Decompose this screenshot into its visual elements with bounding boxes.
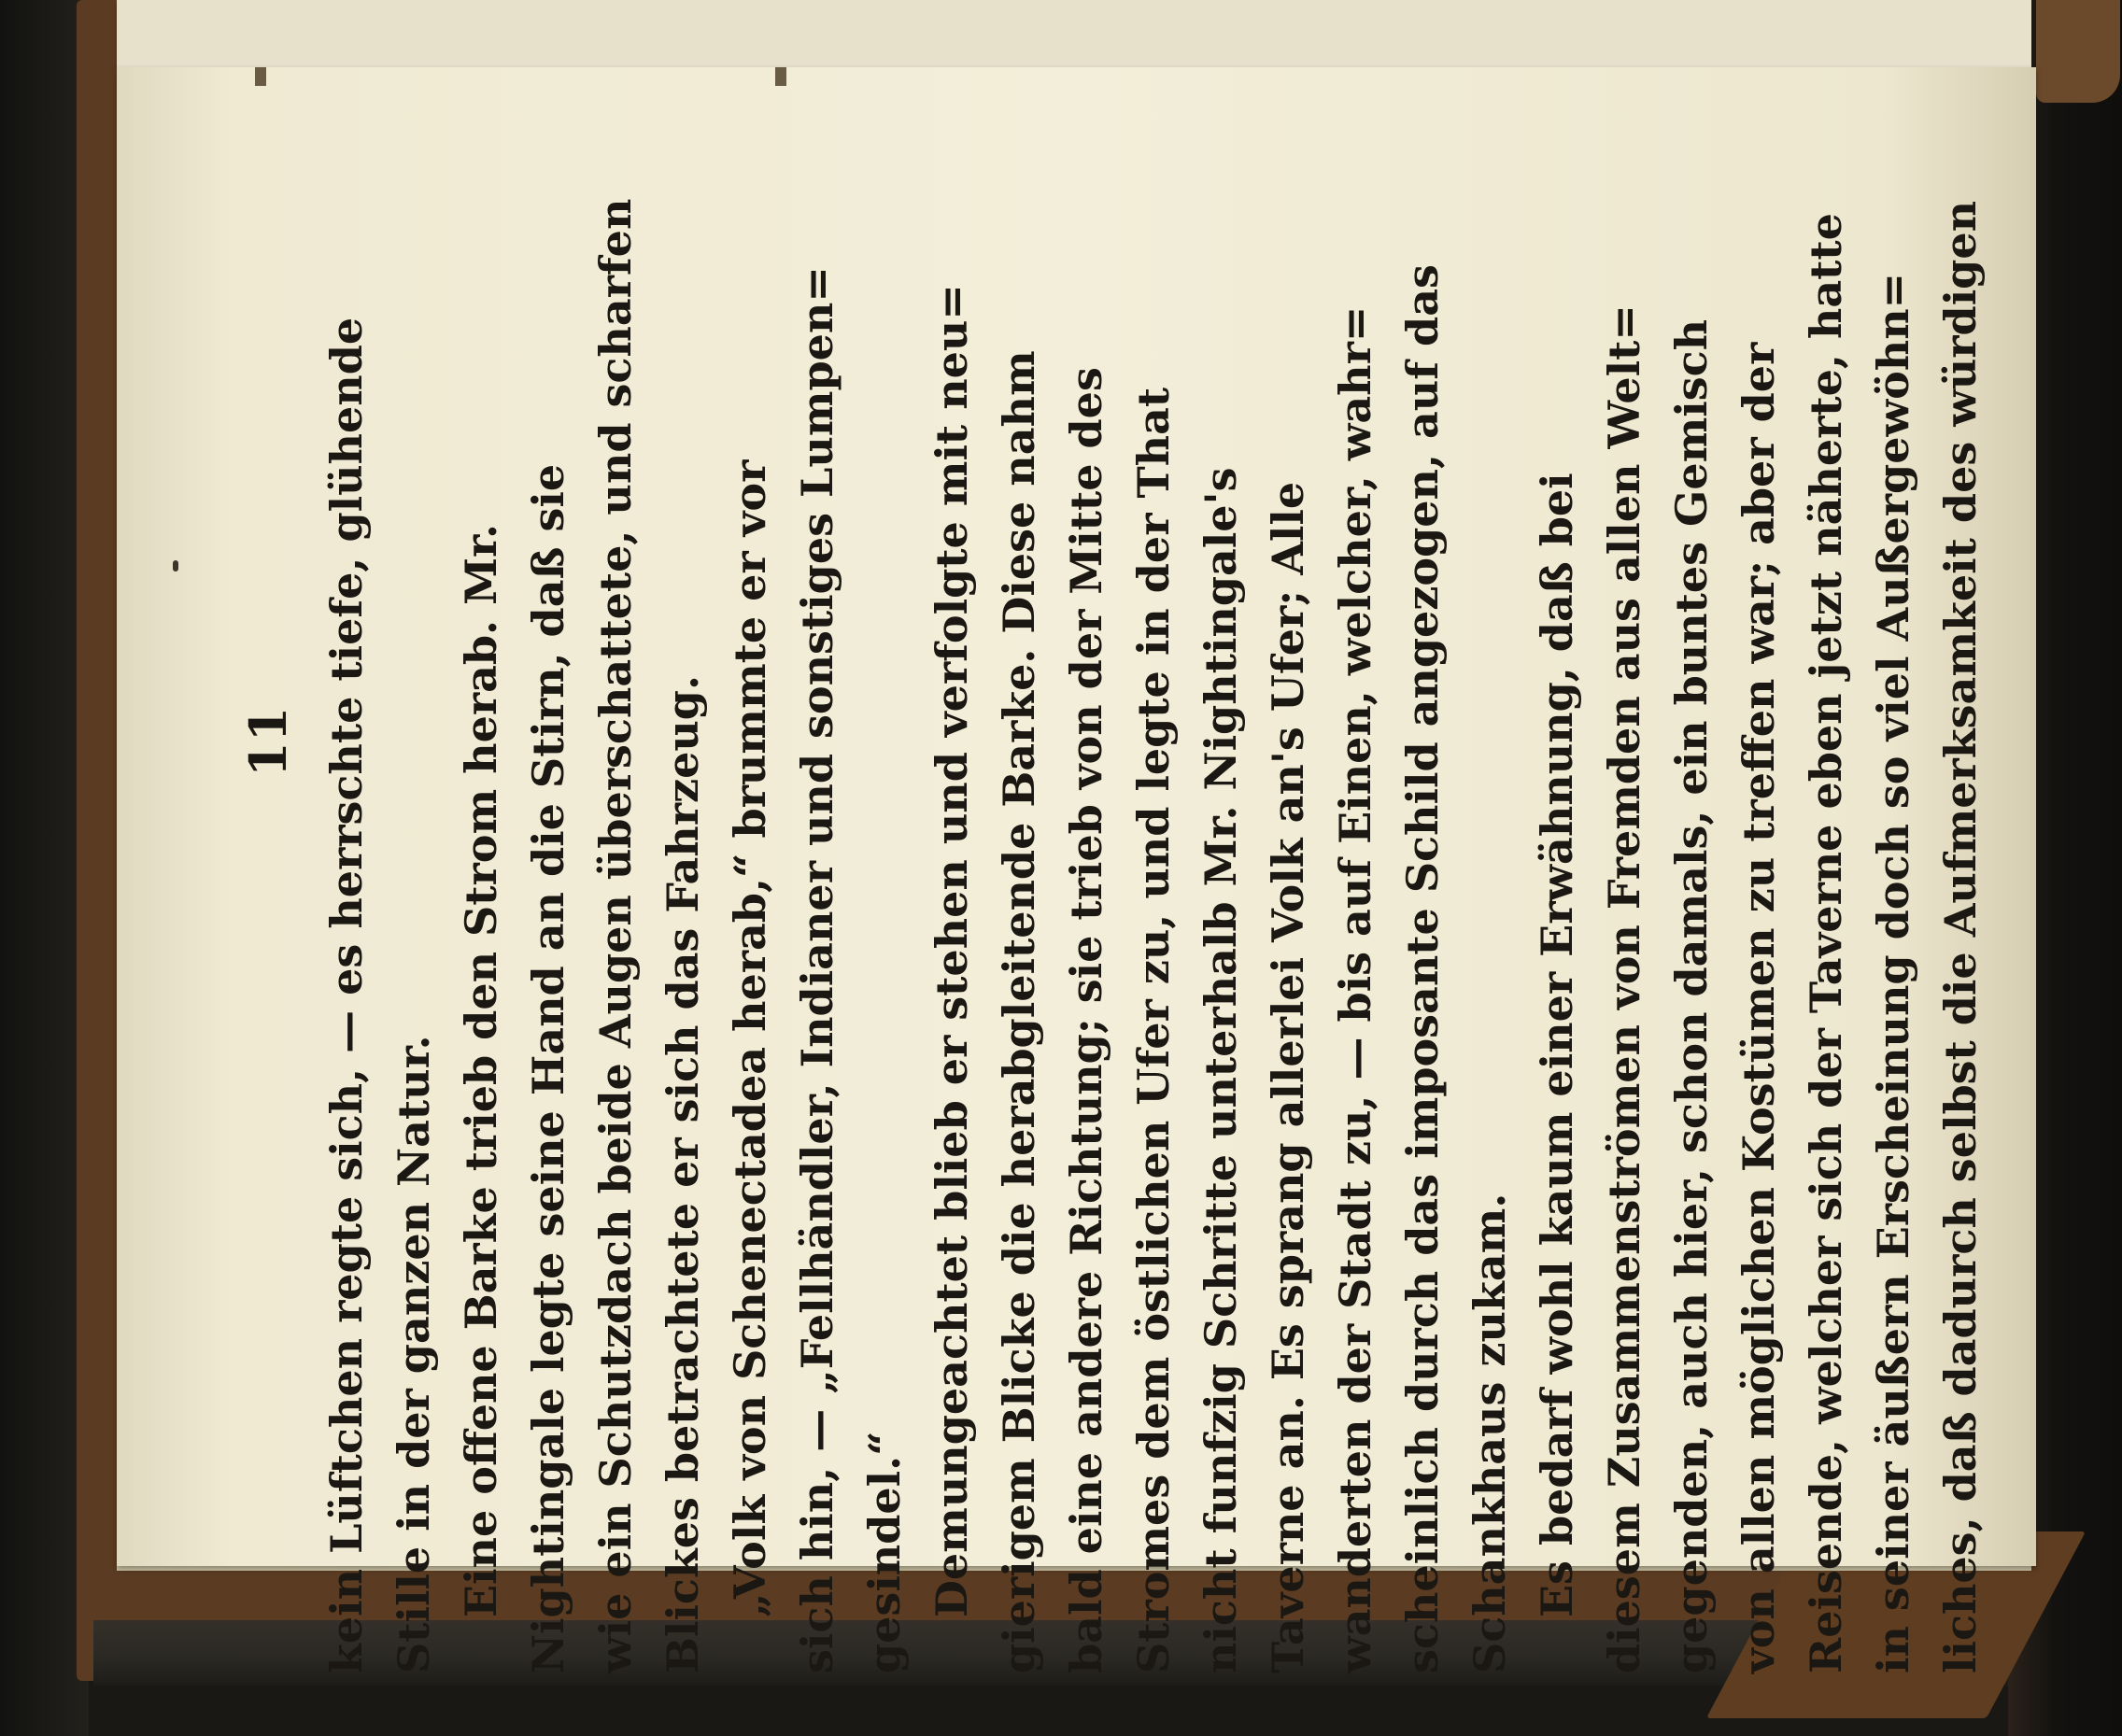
page-mark (775, 67, 786, 86)
text-line: gegenden, auch hier, schon damals, ein buntes Gemisch (1666, 318, 1717, 1673)
page-mark (255, 67, 266, 86)
ink-speck (173, 560, 178, 572)
text-line: Taverne an. Es sprang allerlei Volk an's Ufer; Alle (1263, 481, 1313, 1673)
text-line: sich hin, — „Fellhändler, Indianer und sonstiges Lumpen= (792, 266, 842, 1673)
text-line: Stille in der ganzen Natur. (389, 1035, 439, 1673)
text-line: „Volk von Schenectadea herab,“ brummte er vor (725, 459, 775, 1617)
text-line: Demungeachtet blieb er stehen und verfolgte mit neu= (927, 284, 977, 1617)
text-line: liches, daß dadurch selbst die Aufmerksamkeit des würdigen (1935, 200, 1986, 1673)
text-line: wanderten der Stadt zu, — bis auf Einen, welcher, wahr= (1330, 305, 1380, 1673)
text-line: gesindel.“ (859, 1431, 910, 1673)
previous-page-edge (117, 0, 2031, 67)
page-number: 11 (238, 706, 298, 777)
text-line: von allen möglichen Kostümen zu treffen war; aber der (1733, 342, 1784, 1673)
text-line: Stromes dem östlichen Ufer zu, und legte in der That (1128, 387, 1179, 1673)
text-line: wie ein Schutzdach beide Augen überschattete, und scharfen (590, 198, 641, 1673)
text-line: Reisende, welcher sich der Taverne eben jetzt näherte, hatte (1801, 213, 1851, 1673)
text-line: Nightingale legte seine Hand an die Stirn, daß sie (523, 463, 573, 1673)
text-line: in seiner äußern Erscheinung doch so viel Außergewöhn= (1868, 272, 1918, 1673)
rotated-text-area (210, 142, 1986, 1673)
text-line: Schankhaus zukam. (1464, 1193, 1515, 1673)
text-line: gierigem Blicke die herabgleitende Barke. Diese nahm (994, 350, 1044, 1673)
text-line: bald eine andere Richtung; sie trieb von der Mitte des (1061, 367, 1111, 1673)
text-line: Blickes betrachtete er sich das Fahrzeug. (658, 675, 708, 1673)
background-cloth (0, 0, 89, 1736)
text-line: kein Lüftchen regte sich, — es herrschte tiefe, glühende (321, 317, 372, 1673)
text-line: scheinlich durch das imposante Schild angezogen, auf das (1397, 264, 1448, 1673)
book-page (117, 67, 2036, 1673)
text-line: Es bedarf wohl kaum einer Erwähnung, daß bei (1532, 473, 1582, 1617)
text-line: nicht funfzig Schritte unterhalb Mr. Nightingale's (1195, 467, 1246, 1673)
text-line: diesem Zusammenströmen von Fremden aus allen Welt= (1599, 304, 1649, 1673)
worn-corner (2036, 0, 2120, 103)
text-line: Eine offene Barke trieb den Strom herab. Mr. (456, 523, 506, 1617)
